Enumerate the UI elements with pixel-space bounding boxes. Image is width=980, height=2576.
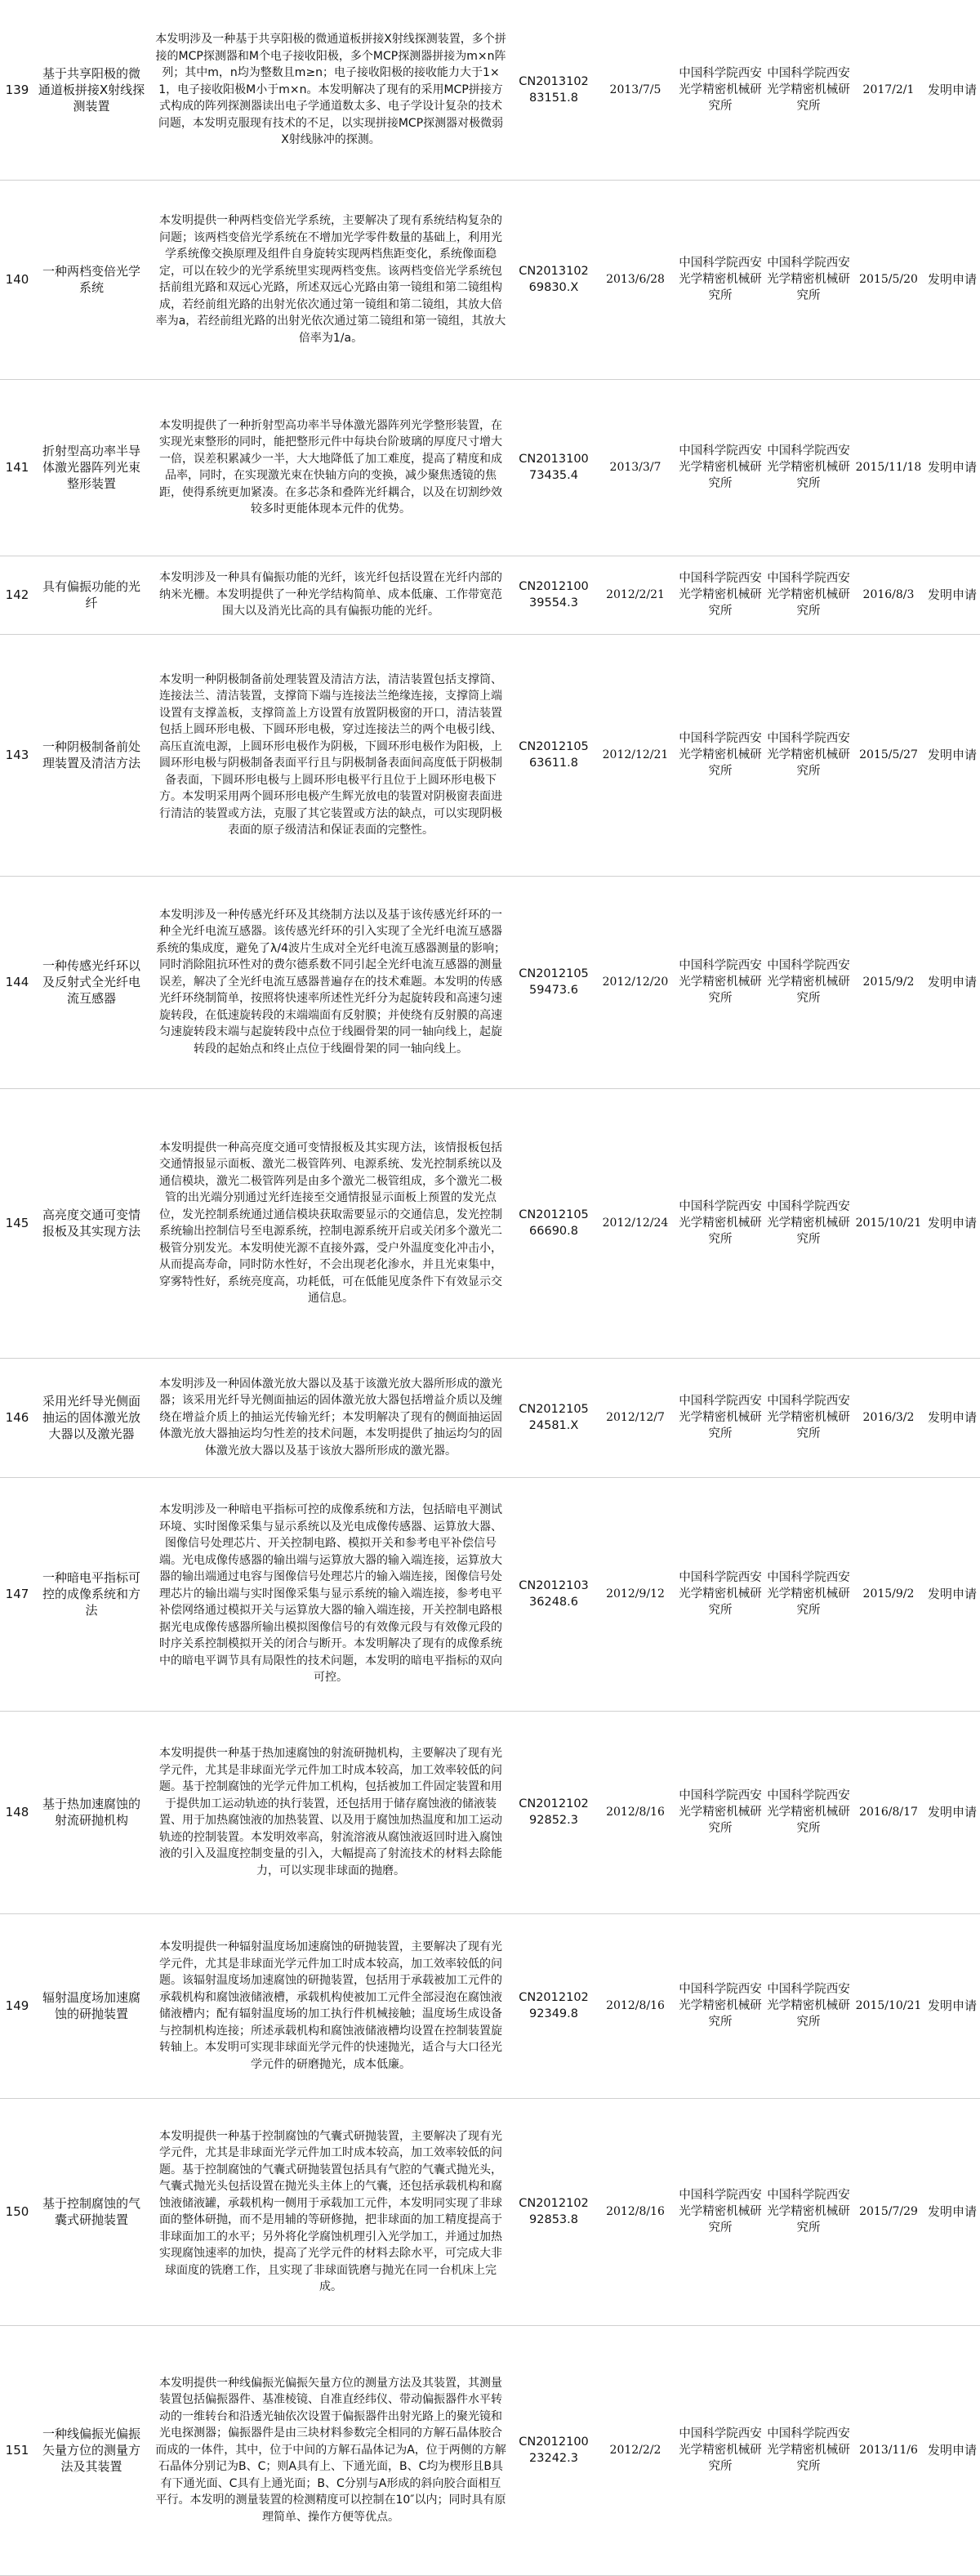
patent-owner: 中国科学院西安光学精密机械研究所 [764,876,853,1088]
publication-date: 2015/5/20 [853,180,924,379]
patent-name: 高亮度交通可变情报板及其实现方法 [34,1088,149,1358]
applicant: 中国科学院西安光学精密机械研究所 [676,1711,764,1913]
application-date: 2012/2/21 [595,556,676,634]
table-row [0,0,980,180]
patent-name: 具有偏振功能的光纤 [34,556,149,634]
application-date: 2013/7/5 [595,0,676,180]
table-row [0,2325,980,2575]
patent-name: 折射型高功率半导体激光器阵列光束整形装置 [34,379,149,556]
publication-date: 2015/11/18 [853,379,924,556]
patent-abstract: 本发明涉及一种传感光纤环及其绕制方法以及基于该传感光纤环的一种全光纤电流互感器。该传感光纤环的引入实现了全光纤电流互感器系统的集成度，避免了λ/4波片生成对全光纤电流互感器测量的影响；同时消除阻抗环性对的费尔德系数不同引起全光纤电流互感器的测量误差，解决了全光纤电流互感器普遍存在的技术难题。本发明的传感光纤环绕制简单，按照将快速率所述性光纤分为起旋转段和高速匀速旋转段，在低速旋转段的末端端面有反射膜；并使绕有反射膜的高速匀速旋转段末端与起旋转段中点位于线圈骨架的同一轴向线上，起旋转段的起始点和终止点位于线圈骨架的同一轴向线上。 [149,876,513,1088]
application-date: 2012/8/16 [595,2098,676,2325]
application-number: CN201210292853.8 [513,2098,595,2325]
application-number: CN201310269830.X [513,180,595,379]
row-number: 148 [0,1711,34,1913]
application-date: 2012/8/16 [595,1711,676,1913]
patent-name: 一种线偏振光偏振矢量方位的测量方法及其装置 [34,2325,149,2575]
application-number: CN201310073435.4 [513,379,595,556]
application-date: 2012/8/16 [595,1913,676,2098]
patent-name: 一种两档变倍光学系统 [34,180,149,379]
patent-name: 一种阴极制备前处理装置及清洁方法 [34,634,149,876]
patent-abstract: 本发明提供一种两档变倍光学系统，主要解决了现有系统结构复杂的问题；该两档变倍光学系统在不增加光学零件数量的基础上，利用光学系统像交换原理及组件自身旋转实现两档焦距变化，系统像面稳定，可以在较少的光学系统里实现两档变焦。该两档变倍光学系统包括前组光路和双远心光路，所述双远心光路由第一镜组和第二镜组构成，若经前组光路的出射光依次通过第一镜组和第二镜组，其放大倍率为a，若经前组光路的出射光依次通过第二镜组和第一镜组，其放大倍率为1/a。 [149,180,513,379]
row-number: 142 [0,556,34,634]
application-date: 2012/12/21 [595,634,676,876]
application-date: 2013/3/7 [595,379,676,556]
application-date: 2012/2/2 [595,2325,676,2575]
applicant: 中国科学院西安光学精密机械研究所 [676,2098,764,2325]
patent-type: 发明申请 [924,1913,980,2098]
patent-abstract: 本发明涉及一种固体激光放大器以及基于该激光放大器所形成的激光器；该采用光纤导光侧面抽运的固体激光放大器包括增益介质以及缠绕在增益介质上的抽运光传输光纤；本发明解决了现有的侧面抽运固体激光放大器抽运均匀性差的技术问题，本发明提供了抽运均匀的固体激光放大器以及基于该放大器所形成的激光器。 [149,1358,513,1477]
application-number: CN201210039554.3 [513,556,595,634]
patent-owner: 中国科学院西安光学精密机械研究所 [764,379,853,556]
patent-owner: 中国科学院西安光学精密机械研究所 [764,1711,853,1913]
application-number: CN201210566690.8 [513,1088,595,1358]
table-row [0,1477,980,1711]
patent-type: 发明申请 [924,1477,980,1711]
applicant: 中国科学院西安光学精密机械研究所 [676,556,764,634]
row-number: 147 [0,1477,34,1711]
table-row [0,556,980,634]
patent-type: 发明申请 [924,556,980,634]
table-row [0,1913,980,2098]
patent-abstract: 本发明涉及一种基于共享阳极的微通道板拼接X射线探测装置，多个拼接的MCP探测器和M个电子接收阳极，多个MCP探测器拼接为m×n阵列；其中m，n均为整数且m≥n；电子接收阳极的接收能力大于1×1，电子接收阳极M小于m×n。本发明解决了现有的采用MCP拼接方式构成的阵列探测器读出电子学通道数太多、电子学设计复杂的技术问题，本发明克服现有技术的不足，以实现拼接MCP探测器对极微弱X射线脉冲的探测。 [149,0,513,180]
patent-type: 发明申请 [924,876,980,1088]
application-number: CN201310283151.8 [513,0,595,180]
patent-name: 一种传感光纤环以及反射式全光纤电流互感器 [34,876,149,1088]
application-number: CN201210292852.3 [513,1711,595,1913]
patent-owner: 中国科学院西安光学精密机械研究所 [764,1358,853,1477]
table-row [0,2098,980,2325]
patent-name: 基于热加速腐蚀的射流研抛机构 [34,1711,149,1913]
patent-owner: 中国科学院西安光学精密机械研究所 [764,2325,853,2575]
publication-date: 2015/5/27 [853,634,924,876]
table-row [0,379,980,556]
row-number: 150 [0,2098,34,2325]
applicant: 中国科学院西安光学精密机械研究所 [676,1088,764,1358]
application-date: 2012/12/24 [595,1088,676,1358]
patent-abstract: 本发明涉及一种具有偏振功能的光纤，该光纤包括设置在光纤内部的纳米光栅。本发明提供了一种光学结构简单、成本低廉、工作带宽范围大以及消光比高的具有偏振功能的光纤。 [149,556,513,634]
patent-abstract: 本发明涉及一种暗电平指标可控的成像系统和方法，包括暗电平测试环境、实时图像采集与显示系统以及光电成像传感器、运算放大器、图像信号处理芯片、开关控制电路、模拟开关和参考电平补偿信号端。光电成像传感器的输出端与运算放大器的输入端连接，运算放大器的输出端通过电容与图像信号处理芯片的输入端连接，图像信号处理芯片的输出端与实时图像采集与显示系统的输入端连接，参考电平补偿网络通过模拟开关与运算放大器的输入端连接，开关控制电路根据光电成像传感器所输出模拟图像信号的有效像元段与有效像元段的时序关系控制模拟开关的闭合与断开。本发明解决了现有的成像系统中的暗电平调节具有局限性的技术问题，本发明的暗电平指标的双向可控。 [149,1477,513,1711]
table-row [0,876,980,1088]
row-number: 151 [0,2325,34,2575]
applicant: 中国科学院西安光学精密机械研究所 [676,379,764,556]
application-number: CN201210559473.6 [513,876,595,1088]
patent-abstract: 本发明提供一种线偏振光偏振矢量方位的测量方法及其装置，其测量装置包括偏振器件、基准棱镜、自准直经纬仪、带动偏振器件水平转动的一维转台和沿透光轴依次设置于偏振器件出射光路上的聚光镜和光电探测器；偏振器件是由三块材料参数完全相同的方解石晶体胶合而成的一体件，其中，位于中间的方解石晶体记为A，位于两侧的方解石晶体分别记为B、C；则A具有上、下通光面，B、C均为楔形且B具有下通光面、C具有上通光面；B、C分别与A形成的斜向胶合面相互平行。本发明的测量装置的检测精度可以控制在10″以内；同时具有原理简单、操作方便等优点。 [149,2325,513,2575]
applicant: 中国科学院西安光学精密机械研究所 [676,876,764,1088]
row-number: 145 [0,1088,34,1358]
patent-name: 辐射温度场加速腐蚀的研抛装置 [34,1913,149,2098]
publication-date: 2016/8/3 [853,556,924,634]
patent-owner: 中国科学院西安光学精密机械研究所 [764,1913,853,2098]
patent-owner: 中国科学院西安光学精密机械研究所 [764,556,853,634]
row-number: 149 [0,1913,34,2098]
patent-owner: 中国科学院西安光学精密机械研究所 [764,0,853,180]
row-number: 144 [0,876,34,1088]
patent-name: 基于控制腐蚀的气囊式研抛装置 [34,2098,149,2325]
application-number: CN201210524581.X [513,1358,595,1477]
patent-type: 发明申请 [924,1711,980,1913]
applicant: 中国科学院西安光学精密机械研究所 [676,1358,764,1477]
patent-abstract: 本发明提供一种辐射温度场加速腐蚀的研抛装置，主要解决了现有光学元件，尤其是非球面光学元件加工时成本较高，加工效率较低的问题。该辐射温度场加速腐蚀的研抛装置，包括用于承载被加工元件的承载机构和腐蚀液储液槽，承载机构使被加工元件全部浸泡在腐蚀液储液槽内；配有辐射温度场的加工执行件机械接触；温度场生成设备与控制机构连接；所述承载机构和腐蚀液储液槽均设置在控制装置旋转轴上。本发明可实现非球面光学元件的快速抛光，适合与大口径光学元件的研磨抛光，成本低廉。 [149,1913,513,2098]
application-number: CN201210336248.6 [513,1477,595,1711]
patent-type: 发明申请 [924,634,980,876]
applicant: 中国科学院西安光学精密机械研究所 [676,180,764,379]
applicant: 中国科学院西安光学精密机械研究所 [676,2325,764,2575]
publication-date: 2015/10/21 [853,1913,924,2098]
patent-owner: 中国科学院西安光学精密机械研究所 [764,2098,853,2325]
publication-date: 2015/7/29 [853,2098,924,2325]
row-number: 140 [0,180,34,379]
patent-type: 发明申请 [924,379,980,556]
patent-type: 发明申请 [924,1358,980,1477]
patent-abstract: 本发明提供一种基于控制腐蚀的气囊式研抛装置，主要解决了现有光学元件，尤其是非球面光学元件加工时成本较高，加工效率较低的问题。基于控制腐蚀的气囊式研抛装置包括具有气腔的气囊式抛光头，气囊式抛光头包括设置在抛光头主体上的气囊，还包括承载机构和腐蚀液储液罐，承载机构一侧用于承载加工元件，本发明同实现了非球面的整体研抛，而不是用辅的等研修抛，把非球面的加工精度提高于非球面加工的水平；另外将化学腐蚀机理引入光学加工，并通过加热实现腐蚀速率的加快，提高了光学元件的材料去除水平，可完成大非球面度的铣磨工作，且实现了非球面铣磨与抛光在同一台机床上完成。 [149,2098,513,2325]
patent-owner: 中国科学院西安光学精密机械研究所 [764,1477,853,1711]
application-number: CN201210563611.8 [513,634,595,876]
table-row [0,1358,980,1477]
applicant: 中国科学院西安光学精密机械研究所 [676,634,764,876]
row-number: 143 [0,634,34,876]
patent-type: 发明申请 [924,2098,980,2325]
patent-name: 一种暗电平指标可控的成像系统和方法 [34,1477,149,1711]
patent-abstract: 本发明提供一种基于热加速腐蚀的射流研抛机构，主要解决了现有光学元件，尤其是非球面光学元件加工时成本较高，加工效率较低的问题。基于控制腐蚀的光学元件加工机构，包括被加工件固定装置和用于提供加工运动轨迹的执行装置，还包括用于储存腐蚀液的储液装置、用于加热腐蚀液的加热装置、以及用于腐蚀加热温度和加工运动轨迹的控制装置。本发明效率高，射流溶液从腐蚀液返回时进入腐蚀液的引入及温度控制变量的引入，大幅提高了射流技术的材料去除能力，可以实现非球面的抛磨。 [149,1711,513,1913]
patent-name: 基于共享阳极的微通道板拼接X射线探测装置 [34,0,149,180]
table-row [0,180,980,379]
table-row [0,634,980,876]
row-number: 146 [0,1358,34,1477]
publication-date: 2016/8/17 [853,1711,924,1913]
application-date: 2013/6/28 [595,180,676,379]
patent-owner: 中国科学院西安光学精密机械研究所 [764,180,853,379]
applicant: 中国科学院西安光学精密机械研究所 [676,1913,764,2098]
patent-type: 发明申请 [924,180,980,379]
application-date: 2012/9/12 [595,1477,676,1711]
application-number: CN201210292349.8 [513,1913,595,2098]
patent-type: 发明申请 [924,0,980,180]
patent-name: 采用光纤导光侧面抽运的固体激光放大器以及激光器 [34,1358,149,1477]
row-number: 141 [0,379,34,556]
application-number: CN201210023242.3 [513,2325,595,2575]
patent-type: 发明申请 [924,2325,980,2575]
publication-date: 2015/9/2 [853,876,924,1088]
row-number: 139 [0,0,34,180]
publication-date: 2017/2/1 [853,0,924,180]
patent-abstract: 本发明提供一种高亮度交通可变情报板及其实现方法，该情报板包括交通情报显示面板、激光二极管阵列、电源系统、发光控制系统以及通信模块，激光二极管阵列是由多个激光二极管组成，多个激光二极管的出光端分别通过光纤连接至交通情报显示面板上预置的发光点位，发光控制系统通过通信模块获取需要显示的交通信息，发光控制系统输出控制信号至电源系统，控制电源系统开启或关闭多个激光二极管分别发光。本发明使光源不直接外露，受户外温度变化冲击小，从而提高寿命，同时防水性好，不会出现老化渗水，并且光束集中，穿雾特性好，系统亮度高，功耗低，可在低能见度条件下有效显示交通信息。 [149,1088,513,1358]
publication-date: 2016/3/2 [853,1358,924,1477]
patent-owner: 中国科学院西安光学精密机械研究所 [764,634,853,876]
table-row [0,1711,980,1913]
patent-owner: 中国科学院西安光学精密机械研究所 [764,1088,853,1358]
application-date: 2012/12/20 [595,876,676,1088]
table-row [0,1088,980,1358]
applicant: 中国科学院西安光学精密机械研究所 [676,0,764,180]
applicant: 中国科学院西安光学精密机械研究所 [676,1477,764,1711]
publication-date: 2013/11/6 [853,2325,924,2575]
publication-date: 2015/10/21 [853,1088,924,1358]
application-date: 2012/12/7 [595,1358,676,1477]
patent-type: 发明申请 [924,1088,980,1358]
patent-abstract: 本发明提供了一种折射型高功率半导体激光器阵列光学整形装置，在实现光束整形的同时，能把整形元件中每块台阶玻璃的厚度尺寸增大一倍，误差积累减少一半，大大地降低了加工难度，提高了精度和成品率，同时，在实现激光束在快轴方向的变换，减少聚焦透镜的焦距，使得系统更加紧凑。在多芯条和叠阵光纤耦合，以及在切割纱效较多时更能体现本元件的优势。 [149,379,513,556]
patent-abstract: 本发明一种阴极制备前处理装置及清洁方法，清洁装置包括支撑筒、连接法兰、清洁装置，支撑筒下端与连接法兰绝缘连接，支撑筒上端设置有支撑盖板，支撑筒盖上方设置有放置阴极窗的开口，清洁装置包括上圆环形电极、下圆环形电极，穿过连接法兰的两个电极引线、高压直流电源，上圆环形电极作为阴极，下圆环形电极作为阳极，上圆环形电极与阴极制备表面平行且与阴极制备表面间高度低于阴极制备表面，下圆环形电极与上圆环形电极平行且位于上圆环形电极下方。本发明采用两个圆环形电极产生辉光放电的装置对阴极窗表面进行清洁的装置或方法，克服了其它装置或方法的缺点，可以实现阴极表面的原子级清洁和保证表面的完整性。 [149,634,513,876]
publication-date: 2015/9/2 [853,1477,924,1711]
